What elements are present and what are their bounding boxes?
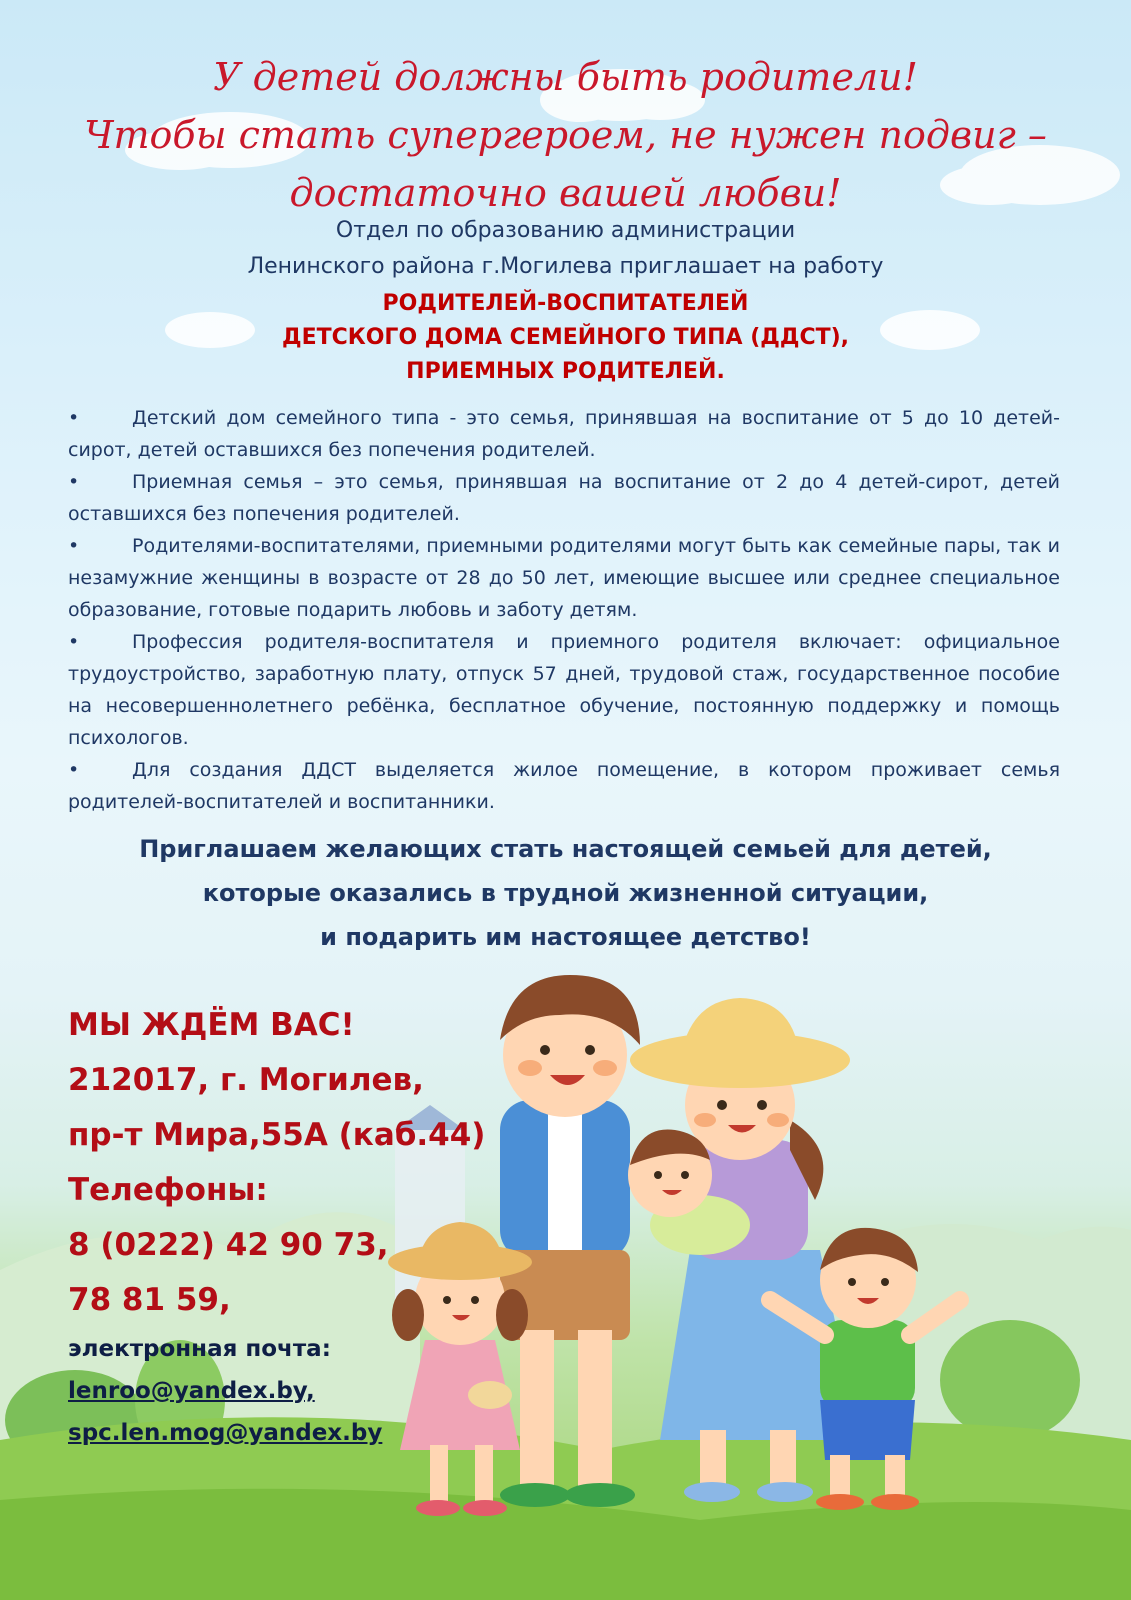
bullet-marker: •: [68, 407, 80, 429]
email-link[interactable]: lenroo@yandex.by,: [68, 1378, 315, 1404]
headline-line: У детей должны быть родители!: [213, 55, 918, 99]
bullet-text: Родителями-воспитателями, приемными родителями могут быть как семейные пары, так и незамужние женщины в возрасте от 28 до 50 лет, имеющие высшее или среднее специальное образование, готовые подарить любовь и заботу детям.: [68, 535, 1060, 621]
headline: [0, 48, 1131, 222]
callout-line: ПРИЕМНЫХ РОДИТЕЛЕЙ.: [406, 359, 725, 384]
headline-line: достаточно вашей любви!: [289, 171, 842, 215]
callout-line: ДЕТСКОГО ДОМА СЕМЕЙНОГО ТИПА (ДДСТ),: [281, 325, 850, 350]
phone-number: 78 81 59,: [68, 1282, 231, 1318]
list-item: [68, 466, 1060, 530]
email-label: электронная почта:: [68, 1336, 331, 1362]
street-address: пр-т Мира,55А (каб.44): [68, 1117, 486, 1153]
welcome-text: МЫ ЖДЁМ ВАС!: [68, 1007, 355, 1043]
bullet-marker: •: [68, 759, 80, 781]
email-link[interactable]: spc.len.mog@yandex.by: [68, 1420, 383, 1446]
bullet-marker: •: [68, 631, 80, 653]
list-item: [68, 530, 1060, 626]
callout-heading: [0, 287, 1131, 389]
phone-number: 8 (0222) 42 90 73,: [68, 1227, 389, 1263]
callout-line: РОДИТЕЛЕЙ-ВОСПИТАТЕЛЕЙ: [382, 291, 749, 316]
intro-line: Ленинского района г.Могилева приглашает на работу: [247, 254, 884, 279]
bullet-text: Приемная семья – это семья, принявшая на воспитание от 2 до 4 детей-сирот, детей оставшихся без попечения родителей.: [68, 471, 1060, 525]
postal-address: 212017, г. Могилев,: [68, 1062, 424, 1098]
list-item: [68, 754, 1060, 818]
headline-line: Чтобы стать супергероем, не нужен подвиг –: [84, 113, 1047, 157]
phones-label: Телефоны:: [68, 1172, 268, 1208]
invitation-text: [0, 827, 1131, 959]
bullet-list: [68, 402, 1060, 818]
invitation-line: и подарить им настоящее детство!: [320, 923, 811, 951]
bullet-marker: •: [68, 471, 80, 493]
bullet-text: Для создания ДДСТ выделяется жилое помещение, в котором проживает семья родителей-воспитателей и воспитанники.: [68, 759, 1060, 813]
father-figure: [500, 975, 640, 1507]
intro-text: [0, 213, 1131, 285]
bullet-text: Детский дом семейного типа - это семья, принявшая на воспитание от 5 до 10 детей-сирот, детей оставшихся без попечения родителей.: [68, 407, 1060, 461]
list-item: [68, 626, 1060, 754]
bullet-marker: •: [68, 535, 80, 557]
invitation-line: Приглашаем желающих стать настоящей семьей для детей,: [139, 835, 992, 863]
invitation-line: которые оказались в трудной жизненной ситуации,: [202, 879, 929, 907]
list-item: [68, 402, 1060, 466]
bullet-text: Профессия родителя-воспитателя и приемного родителя включает: официальное трудоустройство, заработную плату, отпуск 57 дней, трудовой стаж, государственное пособие на несовершеннолетнего ребёнка, бесплатное обучение, постоянную поддержку и помощь психологов.: [68, 631, 1060, 749]
intro-line: Отдел по образованию администрации: [335, 218, 796, 243]
contact-block: [68, 998, 485, 1454]
